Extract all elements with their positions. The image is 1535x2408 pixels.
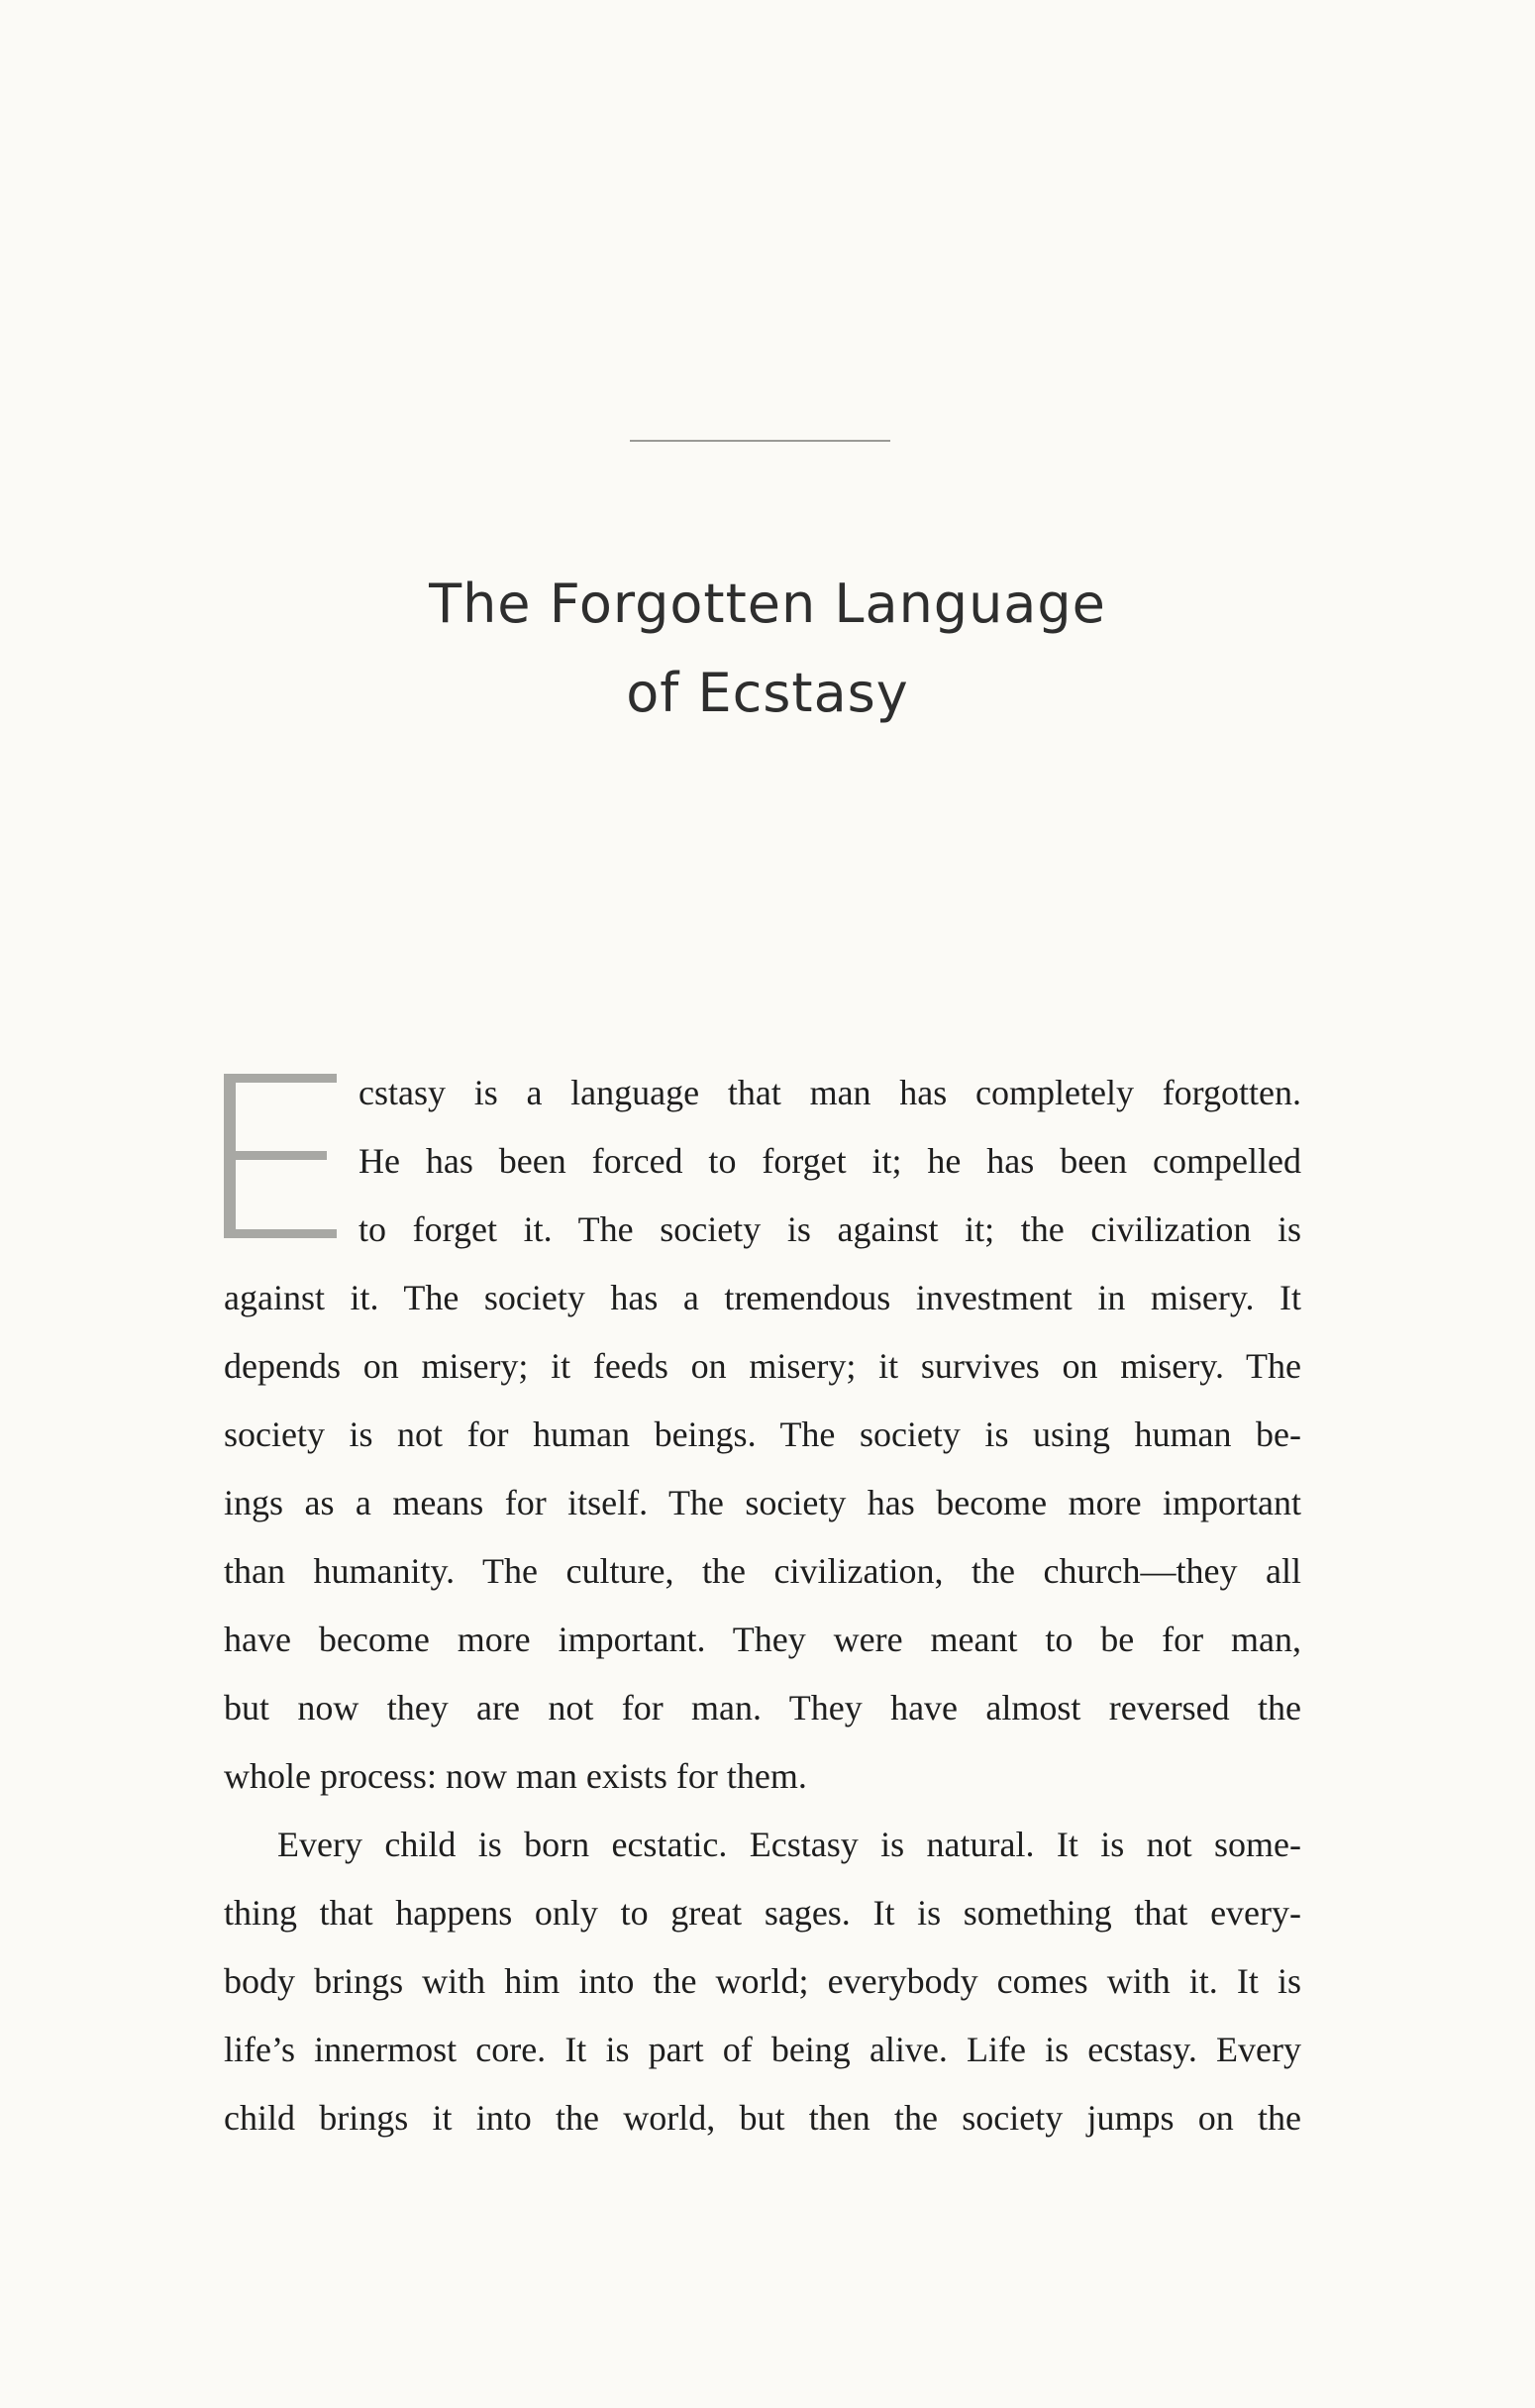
text-line: whole process: now man exists for them.	[224, 1756, 807, 1796]
text-line: Every child is born ecstatic. Ecstasy is natural. It is not some-	[277, 1825, 1301, 1864]
text-line: to forget it. The society is against it; the civilization is	[358, 1209, 1301, 1249]
text-line: but now they are not for man. They have almost reversed the	[224, 1688, 1301, 1727]
chapter-title	[0, 560, 1535, 738]
text-line: society is not for human beings. The society is using human be-	[224, 1414, 1301, 1454]
text-line: have become more important. They were meant to be for man,	[224, 1620, 1301, 1659]
text-line: thing that happens only to great sages. It is something that every-	[224, 1893, 1301, 1933]
chapter-title-line-1: The Forgotten Language	[429, 573, 1106, 635]
text-line: life’s innermost core. It is part of being alive. Life is ecstasy. Every	[224, 2030, 1301, 2069]
paragraph-1	[224, 1059, 1301, 1811]
text-line: than humanity. The culture, the civilization, the church—they all	[224, 1551, 1301, 1591]
text-line: cstasy is a language that man has completely forgotten.	[358, 1073, 1301, 1112]
text-line: ings as a means for itself. The society has become more important	[224, 1483, 1301, 1522]
text-line: He has been forced to forget it; he has been compelled	[358, 1141, 1301, 1181]
ornamental-rule	[630, 440, 890, 442]
text-line: child brings it into the world, but then the society jumps on the	[224, 2098, 1301, 2138]
chapter-body	[224, 1059, 1301, 2152]
paragraph-2	[224, 1811, 1301, 2152]
text-line: body brings with him into the world; everybody comes with it. It is	[224, 1961, 1301, 2001]
chapter-title-line-2: of Ecstasy	[626, 662, 909, 724]
text-line: depends on misery; it feeds on misery; it survives on misery. The	[224, 1346, 1301, 1386]
text-line: against it. The society has a tremendous investment in misery. It	[224, 1278, 1301, 1317]
